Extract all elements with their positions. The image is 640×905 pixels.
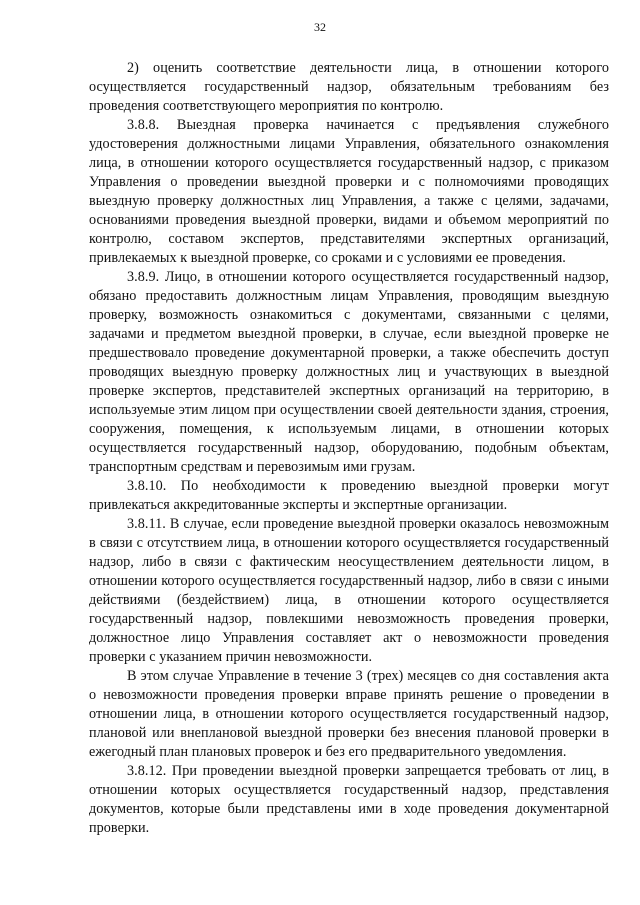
paragraph-3-8-12: 3.8.12. При проведении выездной проверки запрещается требовать от лиц, в отношении которых осуществляется государственный надзор, представления документов, которые были представлены ими в ходе проведения документарной проверки. — [89, 763, 609, 836]
page-number: 32 — [314, 20, 326, 34]
document-body — [89, 59, 609, 838]
paragraph-3-8-11: 3.8.11. В случае, если проведение выездной проверки оказалось невозможным в связи с отсутствием лица, в отношении которого осуществляется государственный надзор, либо в связи с фактическим неосуществлением деятельности лицом, в отношении которого осуществляется государственный надзор, либо в связи с иными действиями (бездействием) лица, в отношении которого осуществляется государственный надзор, повлекшими невозможность проведения проверки, должностное лицо Управления составляет акт о невозможности проведения проверки с указанием причин невозможности. — [89, 516, 609, 665]
paragraph-3-8-10: 3.8.10. По необходимости к проведению выездной проверки могут привлекаться аккредитованные эксперты и экспертные организации. — [89, 478, 609, 513]
paragraph-3-8-8: 3.8.8. Выездная проверка начинается с предъявления служебного удостоверения должностными лицами Управления, обязательного ознакомления лица, в отношении которого осуществляется государственный надзор, с приказом Управления о проведении выездной проверки и с полномочиями проводящих выездную проверку должностных лиц Управления, а также с целями, задачами, основаниями проведения выездной проверки, видами и объемом мероприятий по контролю, составом экспертов, представителями экспертных организаций, привлекаемых к выездной проверке, со сроками и с условиями ее проведения. — [89, 117, 609, 266]
paragraph-item-2: 2) оценить соответствие деятельности лица, в отношении которого осуществляется государственный надзор, обязательным требованиям без проведения соответствующего мероприятия по контролю. — [89, 60, 609, 114]
paragraph-3-8-11-continued: В этом случае Управление в течение 3 (трех) месяцев со дня составления акта о невозможности проведения проверки вправе принять решение о проведении в отношении лица, в отношении которого осуществляется государственный надзор, плановой или внеплановой выездной проверки без внесения плановой проверки в ежегодный план плановых проверок и без его предварительного уведомления. — [89, 668, 609, 760]
paragraph-3-8-9: 3.8.9. Лицо, в отношении которого осуществляется государственный надзор, обязано предоставить должностным лицам Управления, проводящим выездную проверку, возможность ознакомиться с документами, связанными с целями, задачами и предметом выездной проверки, в случае, если выездной проверке не предшествовало проведение документарной проверки, а также обеспечить доступ проводящих выездную проверку должностных лиц и участвующих в выездной проверке экспертов, представителей экспертных организаций на территорию, в используемые этим лицом при осуществлении своей деятельности здания, строения, сооружения, помещения, к используемым лицами, в отношении которых осуществляется государственный надзор, оборудованию, подобным объектам, транспортным средствам и перевозимым ими грузам. — [89, 269, 609, 475]
